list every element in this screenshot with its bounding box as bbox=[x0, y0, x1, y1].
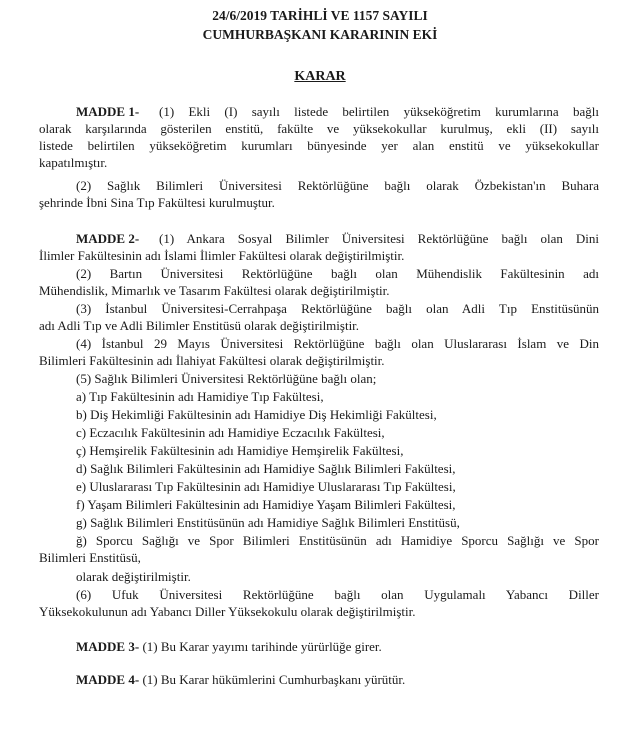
list-item: e) Uluslararası Tıp Fakültesinin adı Hamidiye Uluslararası Tıp Fakültesi, bbox=[76, 479, 456, 494]
madde-2-line-10: olarak değiştirilmiştir. bbox=[76, 569, 191, 584]
madde-1-line-5: (2) Sağlık Bilimleri Üniversitesi Rektörlüğüne bağlı olarak Özbekistan'ın Buhara bbox=[76, 178, 599, 193]
madde-2-line-4: Mühendislik, Mimarlık ve Tasarım Fakültesi olarak değiştirilmiştir. bbox=[39, 283, 390, 298]
madde-4-label: MADDE 4- bbox=[76, 672, 140, 687]
madde-2-line-6: adı Adli Tıp ve Adli Bilimler Enstitüsü olarak değiştirilmiştir. bbox=[39, 318, 360, 333]
madde-1-line-6: şehrinde İbni Sina Tıp Fakültesi kurulmuştur. bbox=[39, 195, 275, 210]
madde-2-line-7: (4) İstanbul 29 Mayıs Üniversitesi Rektörlüğüne bağlı olan Uluslararası İslam ve Din bbox=[76, 336, 599, 351]
madde-2-label: MADDE 2- bbox=[76, 231, 140, 246]
madde-2-line-9: (5) Sağlık Bilimleri Üniversitesi Rektörlüğüne bağlı olan; bbox=[76, 371, 377, 386]
madde-1-line-1: (1) Ekli (I) sayılı listede belirtilen yükseköğretim kurumlarına bağlı bbox=[159, 104, 599, 119]
madde-3-text: (1) Bu Karar yayımı tarihinde yürürlüğe girer. bbox=[142, 639, 382, 654]
madde-4-line bbox=[76, 672, 405, 688]
header-line-1: 24/6/2019 TARİHLİ VE 1157 SAYILI bbox=[212, 8, 428, 23]
karar-title: KARAR bbox=[294, 69, 346, 84]
madde-2-line-1: (1) Ankara Sosyal Bilimler Üniversitesi Rektörlüğüne bağlı olan Dini bbox=[159, 231, 599, 246]
madde-2-line-3: (2) Bartın Üniversitesi Rektörlüğüne bağlı olan Mühendislik Fakültesinin adı bbox=[76, 266, 599, 281]
madde-2-line-5: (3) İstanbul Üniversitesi-Cerrahpaşa Rektörlüğüne bağlı olan Adli Tıp Enstitüsünün bbox=[76, 301, 599, 316]
list-item: g) Sağlık Bilimleri Enstitüsünün adı Hamidiye Sağlık Bilimleri Enstitüsü, bbox=[76, 515, 460, 530]
madde-4-text: (1) Bu Karar hükümlerini Cumhurbaşkanı yürütür. bbox=[142, 672, 406, 687]
list-item: a) Tıp Fakültesinin adı Hamidiye Tıp Fakültesi, bbox=[76, 389, 324, 404]
madde-2-line-8: Bilimleri Fakültesinin adı İlahiyat Fakültesi olarak değiştirilmiştir. bbox=[39, 353, 385, 368]
madde-2-line-11: (6) Ufuk Üniversitesi Rektörlüğüne bağlı olan Uygulamalı Yabancı Diller bbox=[76, 587, 599, 602]
madde-1-line-3: listede belirtilen yükseköğretim kurumları bünyesinde yer alan enstitü ve yüksekokullar bbox=[39, 138, 599, 153]
list-item: f) Yaşam Bilimleri Fakültesinin adı Hamidiye Yaşam Bilimleri Fakültesi, bbox=[76, 497, 456, 512]
list-item: b) Diş Hekimliği Fakültesinin adı Hamidiye Diş Hekimliği Fakültesi, bbox=[76, 407, 437, 422]
madde-2-line-12: Yüksekokulunun adı Yabancı Diller Yüksekokulu olarak değiştirilmiştir. bbox=[39, 604, 416, 619]
list-item: d) Sağlık Bilimleri Fakültesinin adı Hamidiye Sağlık Bilimleri Fakültesi, bbox=[76, 461, 456, 476]
list-item: ğ) Sporcu Sağlığı ve Spor Bilimleri Enstitüsünün adı Hamidiye Sporcu Sağlığı ve Spor bbox=[76, 533, 599, 548]
madde-1-label: MADDE 1- bbox=[76, 104, 140, 119]
list-item: c) Eczacılık Fakültesinin adı Hamidiye Eczacılık Fakültesi, bbox=[76, 425, 385, 440]
madde-1-line-4: kapatılmıştır. bbox=[39, 155, 108, 170]
madde-3-label: MADDE 3- bbox=[76, 639, 140, 654]
list-item-continuation: Bilimleri Enstitüsü, bbox=[39, 550, 141, 565]
header-line-2: CUMHURBAŞKANI KARARININ EKİ bbox=[202, 27, 438, 42]
madde-2-line-2: İlimler Fakültesinin adı İslami İlimler Fakültesi olarak değiştirilmiştir. bbox=[39, 248, 405, 263]
madde-3-line bbox=[76, 639, 382, 655]
list-item: ç) Hemşirelik Fakültesinin adı Hamidiye Hemşirelik Fakültesi, bbox=[76, 443, 404, 458]
madde-1-line-2: olarak karşılarında gösterilen enstitü, fakülte ve yüksekokullar kurulmuş, ekli (II) sayılı bbox=[39, 121, 599, 136]
